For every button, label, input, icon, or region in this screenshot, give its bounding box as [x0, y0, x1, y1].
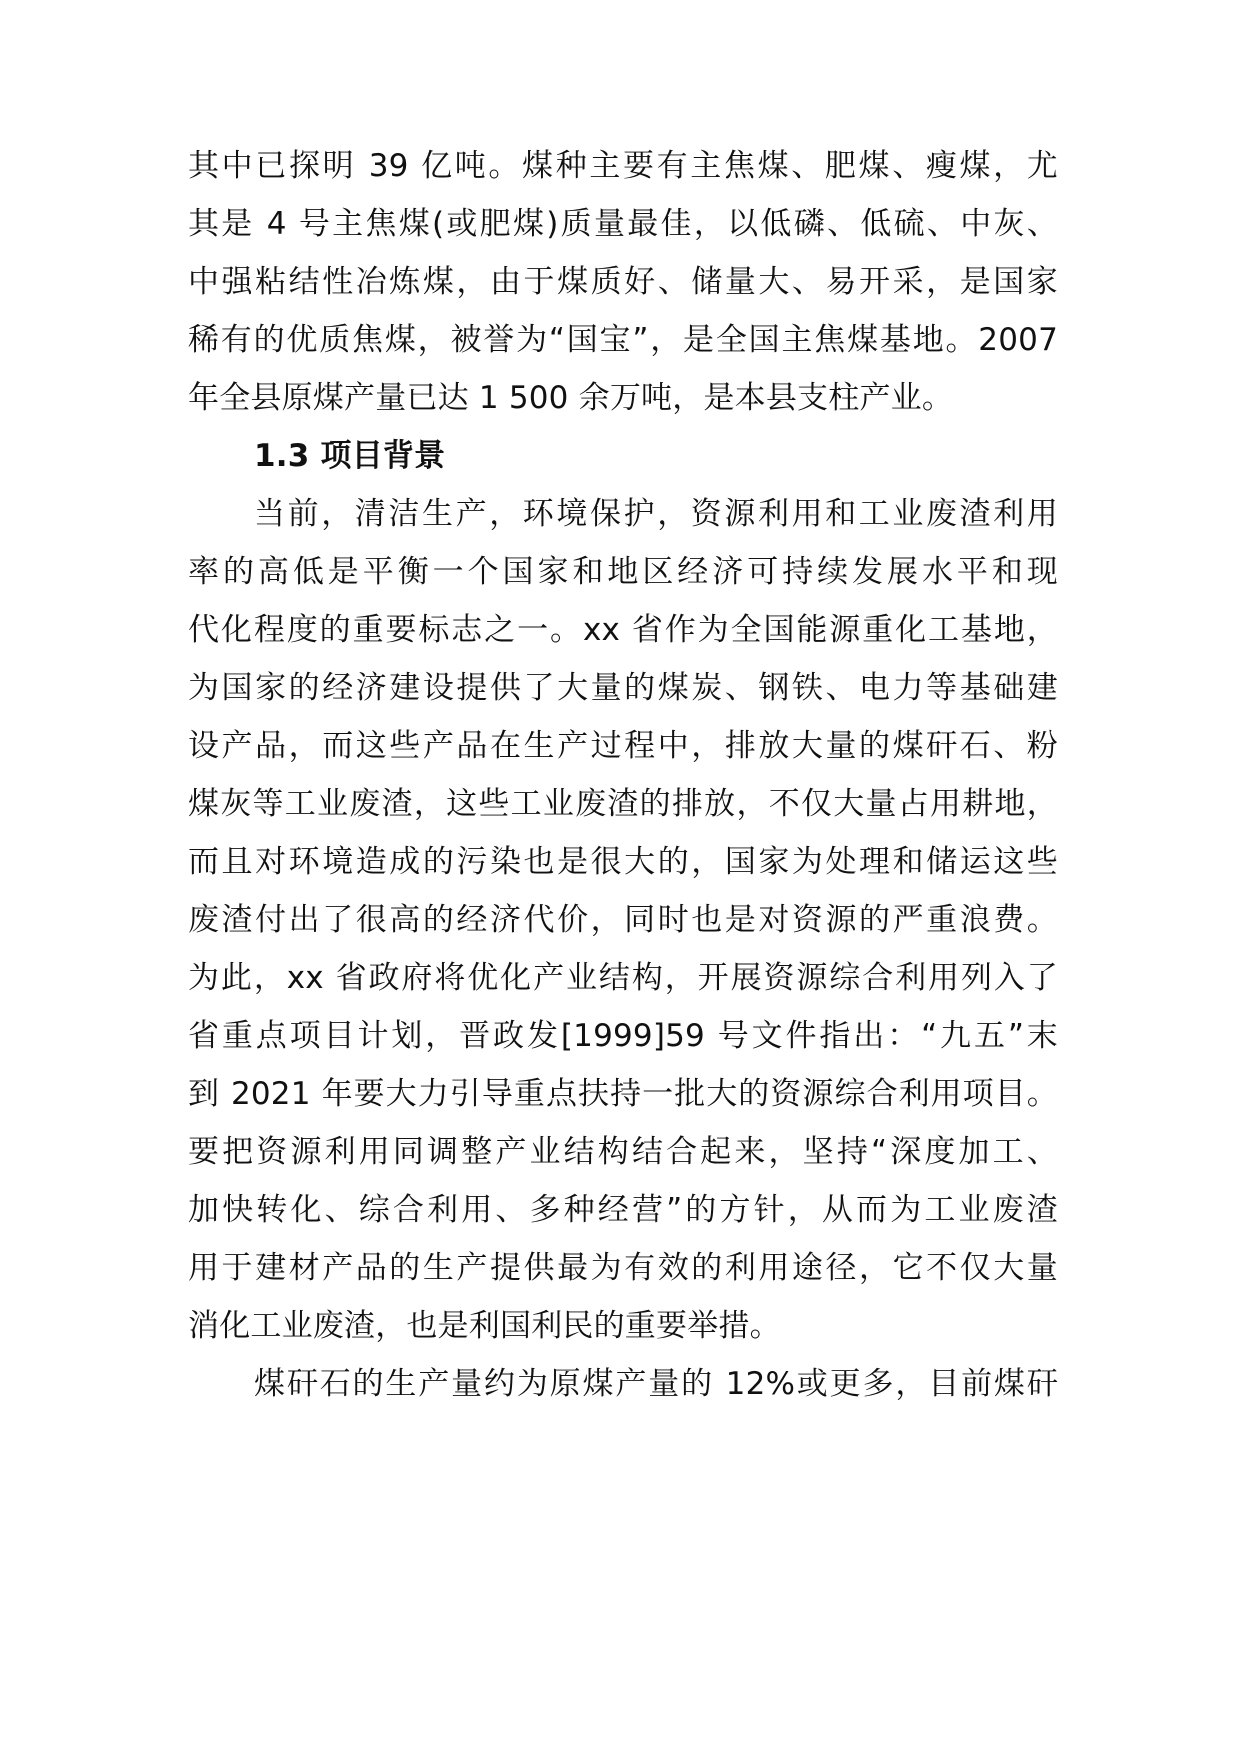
- paragraph-line: 消化工业废渣，也是利国利民的重要举措。: [188, 1308, 781, 1344]
- paragraph-line: 而且对环境造成的污染也是很大的，国家为处理和储运这些: [188, 844, 1058, 880]
- body-text-line: 中强粘结性冶炼煤，由于煤质好、储量大、易开采，是国家: [188, 264, 1058, 300]
- paragraph-line: 代化程度的重要标志之一。xx 省作为全国能源重化工基地，: [188, 612, 1058, 648]
- section-heading: 1.3 项目背景: [254, 438, 446, 474]
- paragraph-line: 为此，xx 省政府将优化产业结构，开展资源综合利用列入了: [188, 960, 1058, 996]
- body-text-line: 其中已探明 39 亿吨。煤种主要有主焦煤、肥煤、瘦煤，尤: [188, 148, 1058, 184]
- paragraph-line: 率的高低是平衡一个国家和地区经济可持续发展水平和现: [188, 554, 1058, 590]
- paragraph-line: 当前，清洁生产，环境保护，资源利用和工业废渣利用: [254, 496, 1058, 532]
- body-text-line: 稀有的优质焦煤，被誉为“国宝”，是全国主焦煤基地。2007: [188, 322, 1058, 358]
- paragraph-line: 废渣付出了很高的经济代价，同时也是对资源的严重浪费。: [188, 902, 1058, 938]
- paragraph-line: 加快转化、综合利用、多种经营”的方针，从而为工业废渣: [188, 1192, 1058, 1228]
- paragraph-line: 煤灰等工业废渣，这些工业废渣的排放，不仅大量占用耕地，: [188, 786, 1058, 822]
- paragraph-line: 省重点项目计划，晋政发[1999]59 号文件指出：“九五”末: [188, 1018, 1058, 1054]
- paragraph-line: 到 2021 年要大力引导重点扶持一批大的资源综合利用项目。: [188, 1076, 1058, 1112]
- paragraph-line: 设产品，而这些产品在生产过程中，排放大量的煤矸石、粉: [188, 728, 1058, 764]
- body-text-line: 年全县原煤产量已达 1 500 余万吨，是本县支柱产业。: [188, 380, 954, 416]
- paragraph-line: 为国家的经济建设提供了大量的煤炭、钢铁、电力等基础建: [188, 670, 1058, 706]
- body-text-line: 其是 4 号主焦煤(或肥煤)质量最佳，以低磷、低硫、中灰、: [188, 206, 1058, 242]
- paragraph-line: 要把资源利用同调整产业结构结合起来，坚持“深度加工、: [188, 1134, 1058, 1170]
- paragraph-line: 煤矸石的生产量约为原煤产量的 12%或更多，目前煤矸: [254, 1366, 1058, 1402]
- paragraph-line: 用于建材产品的生产提供最为有效的利用途径，它不仅大量: [188, 1250, 1058, 1286]
